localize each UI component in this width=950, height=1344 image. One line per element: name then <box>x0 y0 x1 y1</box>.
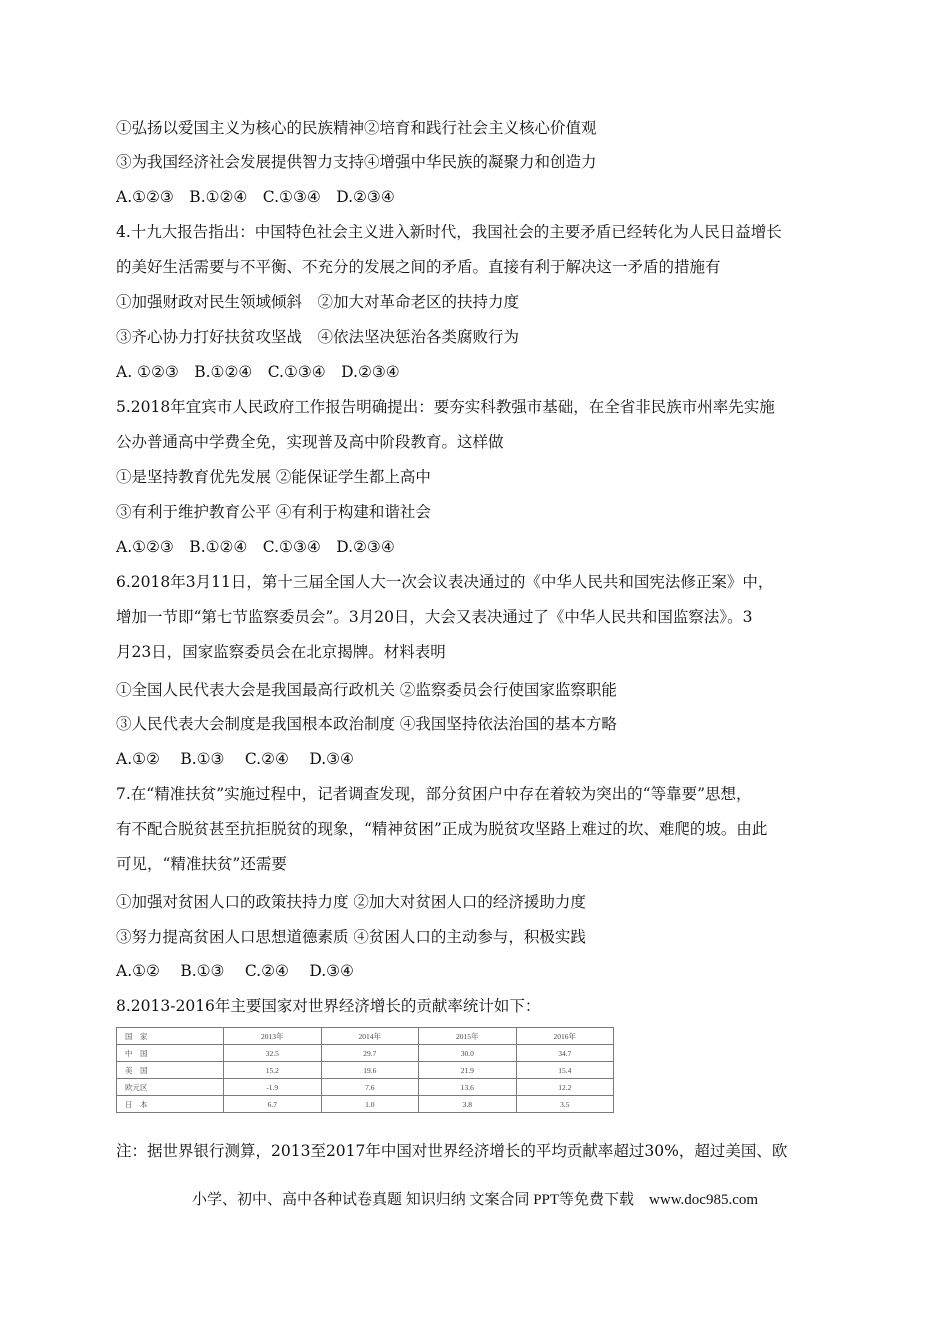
text-line: ③人民代表大会制度是我国根本政治制度 ④我国坚持依法治国的基本方略 <box>116 715 617 733</box>
text-line: 注：据世界银行测算，2013至2017年中国对世界经济增长的平均贡献率超过30%，超过美国、欧 <box>116 1142 788 1160</box>
table-cell: 29.7 <box>321 1045 419 1062</box>
page-footer: 小学、初中、高中各种试卷真题 知识归纳 文案合同 PPT等免费下载 www.doc985.com <box>191 1192 759 1208</box>
table-header-cell: 2015年 <box>419 1028 517 1045</box>
text-line: 的美好生活需要与不平衡、不充分的发展之间的矛盾。直接有利于解决这一矛盾的措施有 <box>116 258 721 276</box>
table-cell: 美 国 <box>117 1062 224 1079</box>
table-header-cell: 国 家 <box>117 1028 224 1045</box>
table-cell: 34.7 <box>516 1045 614 1062</box>
table-cell: 30.0 <box>419 1045 517 1062</box>
table-cell: 32.5 <box>224 1045 322 1062</box>
table-cell: 19.6 <box>321 1062 419 1079</box>
text-line: A.①② B.①③ C.②④ D.③④ <box>116 962 354 980</box>
table-row <box>117 1096 614 1113</box>
table-cell: 21.9 <box>419 1062 517 1079</box>
contribution-rate-table <box>116 1027 614 1111</box>
table-cell: 3.5 <box>516 1096 614 1113</box>
table-row <box>117 1062 614 1079</box>
text-line: A.①②③ B.①②④ C.①③④ D.②③④ <box>116 188 395 206</box>
text-line: 可见，“精准扶贫”还需要 <box>116 855 287 873</box>
text-line: ①弘扬以爱国主义为核心的民族精神②培育和践行社会主义核心价值观 <box>116 119 597 137</box>
table-header-cell: 2013年 <box>224 1028 322 1045</box>
text-line: 公办普通高中学费全免，实现普及高中阶段教育。这样做 <box>116 433 504 451</box>
table-cell: -1.9 <box>224 1079 322 1096</box>
table-cell: 3.8 <box>419 1096 517 1113</box>
text-line: 8.2013-2016年主要国家对世界经济增长的贡献率统计如下： <box>116 997 541 1015</box>
text-line: ③为我国经济社会发展提供智力支持④增强中华民族的凝聚力和创造力 <box>116 153 597 171</box>
table-cell: 7.6 <box>321 1079 419 1096</box>
text-line: A. ①②③ B.①②④ C.①③④ D.②③④ <box>116 363 400 381</box>
table-header-cell: 2016年 <box>516 1028 614 1045</box>
text-line: ①加强财政对民生领域倾斜 ②加大对革命老区的扶持力度 <box>116 293 520 311</box>
table-cell: 15.2 <box>224 1062 322 1079</box>
text-line: ③齐心协力打好扶贫攻坚战 ④依法坚决惩治各类腐败行为 <box>116 328 520 346</box>
text-line: ③有利于维护教育公平 ④有利于构建和谐社会 <box>116 503 431 521</box>
table-cell: 1.0 <box>321 1096 419 1113</box>
text-line: ①加强对贫困人口的政策扶持力度 ②加大对贫困人口的经济援助力度 <box>116 893 586 911</box>
text-line: 7.在“精准扶贫”实施过程中，记者调查发现，部分贫困户中存在着较为突出的“等靠要”思想， <box>116 785 752 803</box>
text-line: 月23日，国家监察委员会在北京揭牌。材料表明 <box>116 643 446 661</box>
text-line: A.①② B.①③ C.②④ D.③④ <box>116 750 354 768</box>
table-cell: 13.6 <box>419 1079 517 1096</box>
table-cell: 12.2 <box>516 1079 614 1096</box>
table-cell: 日 本 <box>117 1096 224 1113</box>
table-cell: 中 国 <box>117 1045 224 1062</box>
text-line: ①全国人民代表大会是我国最高行政机关 ②监察委员会行使国家监察职能 <box>116 681 617 699</box>
text-line: 增加一节即“第七节监察委员会”。3月20日，大会又表决通过了《中华人民共和国监察法》。3 <box>116 608 753 626</box>
table-header-row <box>117 1028 614 1045</box>
table-row <box>117 1045 614 1062</box>
text-line: 5.2018年宜宾市人民政府工作报告明确提出：要夯实科教强市基础，在全省非民族市州率先实施 <box>116 398 775 416</box>
table-cell: 15.4 <box>516 1062 614 1079</box>
text-line: ①是坚持教育优先发展 ②能保证学生都上高中 <box>116 468 431 486</box>
text-line: 有不配合脱贫甚至抗拒脱贫的现象，“精神贫困”正成为脱贫攻坚路上难过的坎、难爬的坡。由此 <box>116 820 768 838</box>
table-cell: 欧元区 <box>117 1079 224 1096</box>
table-row <box>117 1079 614 1096</box>
text-line: ③努力提高贫困人口思想道德素质 ④贫困人口的主动参与，积极实践 <box>116 928 586 946</box>
table-cell: 6.7 <box>224 1096 322 1113</box>
text-line: 6.2018年3月11日，第十三届全国人大一次会议表决通过的《中华人民共和国宪法修正案》中， <box>116 573 774 591</box>
text-line: A.①②③ B.①②④ C.①③④ D.②③④ <box>116 538 395 556</box>
text-line: 4.十九大报告指出：中国特色社会主义进入新时代，我国社会的主要矛盾已经转化为人民日益增长 <box>116 223 782 241</box>
table-header-cell: 2014年 <box>321 1028 419 1045</box>
